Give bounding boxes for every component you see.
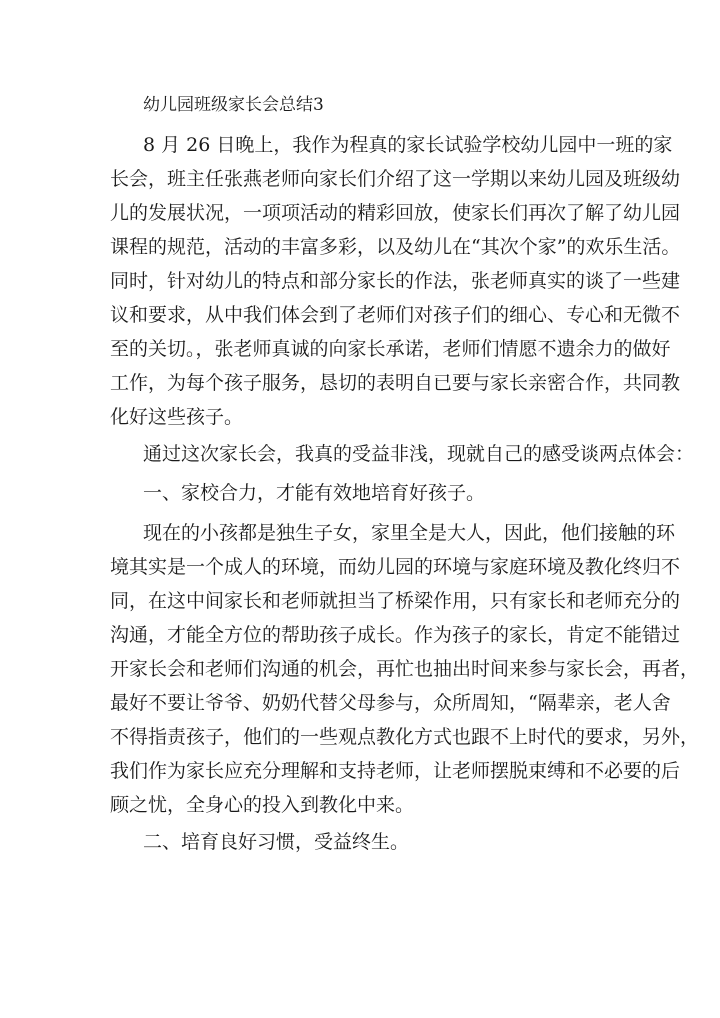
document-title: 幼儿园班级家长会总结3 <box>143 95 324 115</box>
paragraph-3-line-3: 同，在这中间家长和老师就担当了桥梁作用，只有家长和老师充分的 <box>110 590 681 612</box>
paragraph-3-line-8: 我们作为家长应充分理解和支持老师，让老师摆脱束缚和不必要的后 <box>110 760 681 782</box>
section-heading-2: 二、培育良好习惯，受益终生。 <box>143 831 410 853</box>
paragraph-1-line-3: 儿的发展状况，一项项活动的精彩回放，使家长们再次了解了幼儿园 <box>110 202 681 224</box>
paragraph-3-line-1: 现在的小孩都是独生子女，家里全是大人，因此，他们接触的环 <box>143 522 676 544</box>
paragraph-3-line-5: 开家长会和老师们沟通的机会，再忙也抽出时间来参与家长会，再者， <box>110 658 700 680</box>
paragraph-3-line-2: 境其实是一个成人的环境，而幼儿园的环境与家庭环境及教化终归不 <box>110 556 681 578</box>
paragraph-1-line-5: 同时，针对幼儿的特点和部分家长的作法，张老师真实的谈了一些建 <box>110 270 681 292</box>
paragraph-1-line-7: 至的关切。，张老师真诚的向家长承诺，老师们情愿不遗余力的做好 <box>110 338 671 360</box>
paragraph-1-line-8: 工作，为每个孩子服务，恳切的表明自已要与家长亲密合作，共同教 <box>110 372 681 394</box>
paragraph-1-line-2: 长会，班主任张燕老师向家长们介绍了这一学期以来幼儿园及班级幼 <box>110 168 681 190</box>
paragraph-3-line-6: 最好不要让爷爷、奶奶代替父母参与，众所周知，“隔辈亲，老人舍 <box>110 692 671 714</box>
paragraph-3-line-9: 顾之忧，全身心的投入到教化中来。 <box>110 794 415 816</box>
paragraph-3-line-7: 不得指责孩子，他们的一些观点教化方式也跟不上时代的要求，另外， <box>110 726 700 748</box>
paragraph-3-line-4: 沟通，才能全方位的帮助孩子成长。作为孩子的家长，肯定不能错过 <box>110 624 681 646</box>
section-heading-1: 一、家校合力，才能有效地培育好孩子。 <box>143 482 486 504</box>
paragraph-2-line-1: 通过这次家长会，我真的受益非浅，现就自己的感受谈两点体会： <box>143 443 695 465</box>
paragraph-1-line-4: 课程的规范，活动的丰富多彩，以及幼儿在“其次个家”的欢乐生活。 <box>110 236 681 258</box>
paragraph-1-line-1: 8 月 26 日晚上，我作为程真的家长试验学校幼儿园中一班的家 <box>143 134 673 156</box>
paragraph-1-line-6: 议和要求，从中我们体会到了老师们对孩子们的细心、专心和无微不 <box>110 304 681 326</box>
paragraph-1-line-9: 化好这些孩子。 <box>110 406 244 428</box>
